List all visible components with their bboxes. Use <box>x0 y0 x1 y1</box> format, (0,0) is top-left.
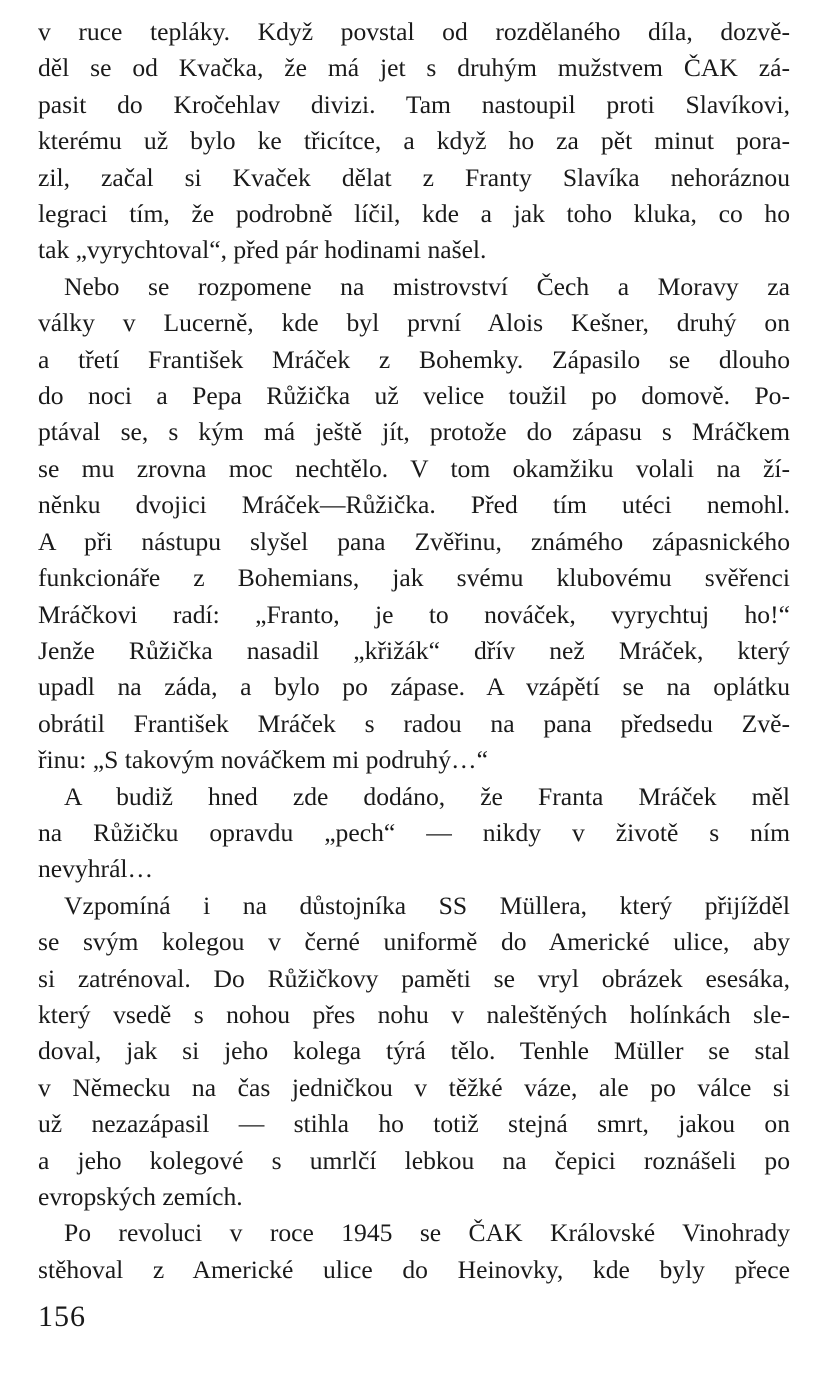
text-line: na Růžičku opravdu „pech“ — nikdy v životě s ním <box>38 817 790 847</box>
text-line: děl se od Kvačka, že má jet s druhým mužstvem ČAK zá- <box>38 53 790 83</box>
text-line: a třetí František Mráček z Bohemky. Zápasilo se dlouho <box>38 344 790 374</box>
page-number: 156 <box>38 1300 86 1333</box>
text-line: ptával se, s kým má ještě jít, protože do zápasu s Mráčkem <box>38 417 790 447</box>
text-line: v Německu na čas jedničkou v těžké váze, ale po válce si <box>38 1072 790 1102</box>
text-line: Mráčkovi radí: „Franto, je to nováček, vyrychtuj ho!“ <box>38 599 790 629</box>
text-line: Jenže Růžička nasadil „křižák“ dřív než Mráček, který <box>38 635 790 665</box>
paragraph-1 <box>38 14 790 269</box>
text-line: řinu: „S takovým nováčkem mi podruhý…“ <box>38 745 488 775</box>
text-line: legraci tím, že podrobně líčil, kde a jak toho kluka, co ho <box>38 199 790 229</box>
text-line: něnku dvojici Mráček—Růžička. Před tím utéci nemohl. <box>38 490 790 520</box>
text-line: války v Lucerně, kde byl první Alois Kešner, druhý on <box>38 308 790 338</box>
text-line: A při nástupu slyšel pana Zvěřinu, známého zápasnického <box>38 526 790 556</box>
text-line: funkcionáře z Bohemians, jak svému klubovému svěřenci <box>38 563 790 593</box>
text-line: a jeho kolegové s umrlčí lebkou na čepici roznášeli po <box>38 1145 790 1175</box>
text-line: stěhoval z Americké ulice do Heinovky, kde byly přece <box>38 1254 790 1284</box>
text-line: si zatrénoval. Do Růžičkovy paměti se vryl obrázek esesáka, <box>38 963 790 993</box>
text-line: obrátil František Mráček s radou na pana předsedu Zvě- <box>38 708 790 738</box>
text-line: do noci a Pepa Růžička už velice toužil po domově. Po- <box>38 381 790 411</box>
text-line: v ruce tepláky. Když povstal od rozdělaného díla, dozvě- <box>38 17 790 46</box>
text-line: doval, jak si jeho kolega týrá tělo. Tenhle Müller se stal <box>38 1036 790 1066</box>
text-line: se svým kolegou v černé uniformě do Americké ulice, aby <box>38 927 790 957</box>
text-line: evropských zemích. <box>38 1182 243 1211</box>
text-line: A budiž hned zde dodáno, že Franta Mráček měl <box>64 781 790 811</box>
text-line: Vzpomíná i na důstojníka SS Müllera, který přijížděl <box>64 890 790 920</box>
text-line: se mu zrovna moc nechtělo. V tom okamžiku volali na ží- <box>38 453 790 483</box>
text-line: nevyhrál… <box>38 854 154 884</box>
text-line: který vsedě s nohou přes nohu v naleštěných holínkách sle- <box>38 999 790 1029</box>
text-line: už nezazápasil — stihla ho totiž stejná smrt, jakou on <box>38 1109 790 1139</box>
text-line: upadl na záda, a bylo po zápase. A vzápětí se na oplátku <box>38 672 790 702</box>
page-body <box>38 14 790 1288</box>
text-line: kterému už bylo ke třicítce, a když ho za pět minut pora- <box>38 126 790 156</box>
text-line: zil, začal si Kvaček dělat z Franty Slavíka nehoráznou <box>38 162 790 192</box>
text-line: Nebo se rozpomene na mistrovství Čech a Moravy za <box>64 271 790 301</box>
text-line: pasit do Kročehlav divizi. Tam nastoupil proti Slavíkovi, <box>38 89 790 119</box>
paragraph-4 <box>38 888 790 1216</box>
paragraph-2 <box>38 269 790 779</box>
paragraph-3 <box>38 779 790 888</box>
text-line: tak „vyrychtoval“, před pár hodinami našel. <box>38 235 487 265</box>
paragraph-5 <box>38 1215 790 1288</box>
text-line: Po revoluci v roce 1945 se ČAK Královské Vinohrady <box>64 1218 790 1248</box>
